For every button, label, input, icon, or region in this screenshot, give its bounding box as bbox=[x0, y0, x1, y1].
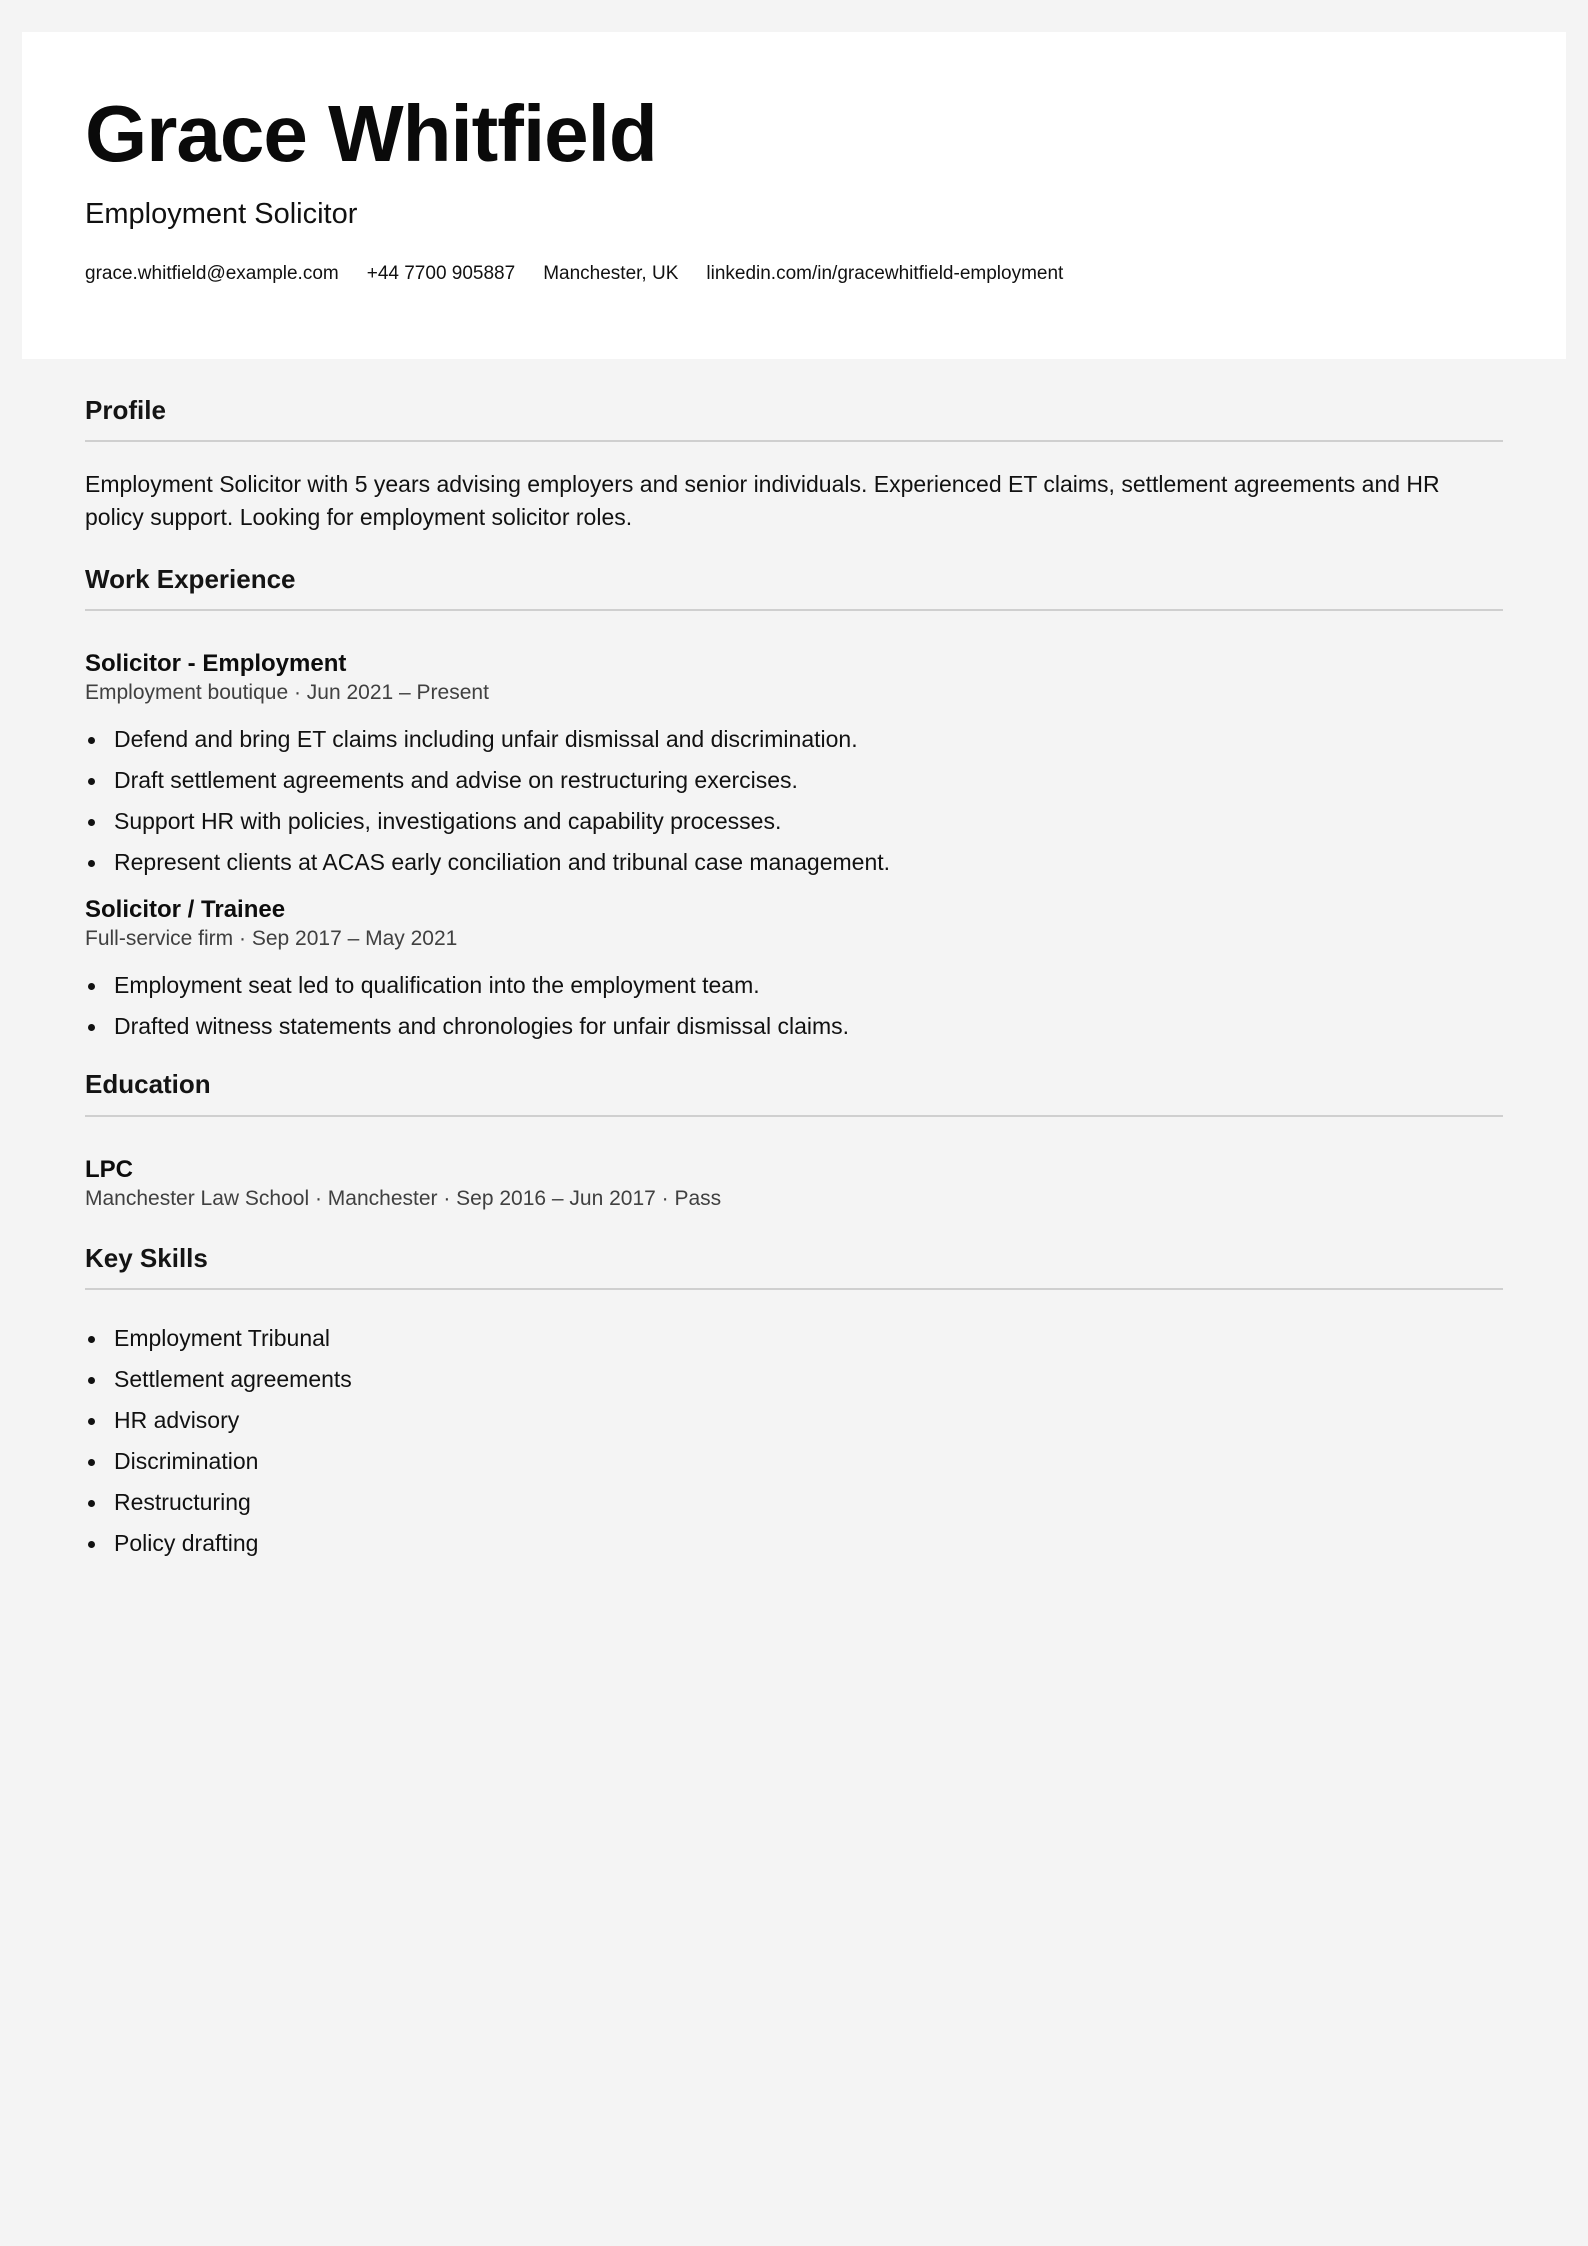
profile-section bbox=[85, 395, 1503, 534]
job-meta: Employment boutique · Jun 2021 – Present bbox=[85, 681, 489, 705]
list-item: Defend and bring ET claims including unfair dismissal and discrimination. bbox=[85, 719, 1503, 760]
list-item: Represent clients at ACAS early conciliation and tribunal case management. bbox=[85, 842, 1503, 883]
section-divider bbox=[85, 609, 1503, 611]
job-bullets bbox=[85, 965, 1503, 1047]
job-entry bbox=[85, 649, 1503, 883]
contact-location: Manchester, UK bbox=[543, 263, 679, 284]
list-item: Policy drafting bbox=[85, 1523, 1503, 1564]
skills-list bbox=[85, 1318, 1503, 1564]
list-item: Employment Tribunal bbox=[85, 1318, 1503, 1359]
list-item: Restructuring bbox=[85, 1482, 1503, 1523]
job-bullets bbox=[85, 719, 1503, 883]
job-title: Solicitor - Employment bbox=[85, 650, 347, 678]
list-item: Discrimination bbox=[85, 1441, 1503, 1482]
education-title: LPC bbox=[85, 1155, 133, 1183]
candidate-name: Grace Whitfield bbox=[85, 89, 657, 178]
profile-text: Employment Solicitor with 5 years advising employers and senior individuals. Experienced ET claims, settlement agreements and HR policy support. Looking for employment solicitor roles. bbox=[85, 471, 1440, 531]
section-title-education: Education bbox=[85, 1069, 211, 1100]
contact-line bbox=[85, 263, 1503, 285]
section-title-profile: Profile bbox=[85, 395, 166, 425]
contact-linkedin: linkedin.com/in/gracewhitfield-employment bbox=[706, 263, 1064, 284]
education-meta: Manchester Law School · Manchester · Sep 2016 – Jun 2017 · Pass bbox=[85, 1186, 722, 1210]
work-experience-section bbox=[85, 564, 1503, 1047]
resume-body bbox=[85, 395, 1503, 1564]
section-divider bbox=[85, 1115, 1503, 1117]
job-entry bbox=[85, 895, 1503, 1047]
list-item: Settlement agreements bbox=[85, 1359, 1503, 1400]
education-section bbox=[85, 1069, 1503, 1212]
key-skills-section bbox=[85, 1243, 1503, 1564]
list-item: Support HR with policies, investigations and capability processes. bbox=[85, 801, 1503, 842]
list-item: Employment seat led to qualification into the employment team. bbox=[85, 965, 1503, 1006]
list-item: Drafted witness statements and chronologies for unfair dismissal claims. bbox=[85, 1006, 1503, 1047]
education-entry bbox=[85, 1155, 1503, 1213]
section-divider bbox=[85, 1288, 1503, 1290]
section-title-work-experience: Work Experience bbox=[85, 564, 296, 595]
resume-header bbox=[22, 32, 1566, 359]
list-item: Draft settlement agreements and advise on restructuring exercises. bbox=[85, 760, 1503, 801]
list-item: HR advisory bbox=[85, 1400, 1503, 1441]
contact-phone: +44 7700 905887 bbox=[366, 263, 516, 284]
job-title: Solicitor / Trainee bbox=[85, 896, 286, 924]
section-title-key-skills: Key Skills bbox=[85, 1242, 208, 1273]
section-divider bbox=[85, 440, 1503, 442]
job-meta: Full-service firm · Sep 2017 – May 2021 bbox=[85, 927, 458, 951]
contact-email: grace.whitfield@example.com bbox=[85, 263, 339, 284]
candidate-role: Employment Solicitor bbox=[85, 198, 358, 230]
